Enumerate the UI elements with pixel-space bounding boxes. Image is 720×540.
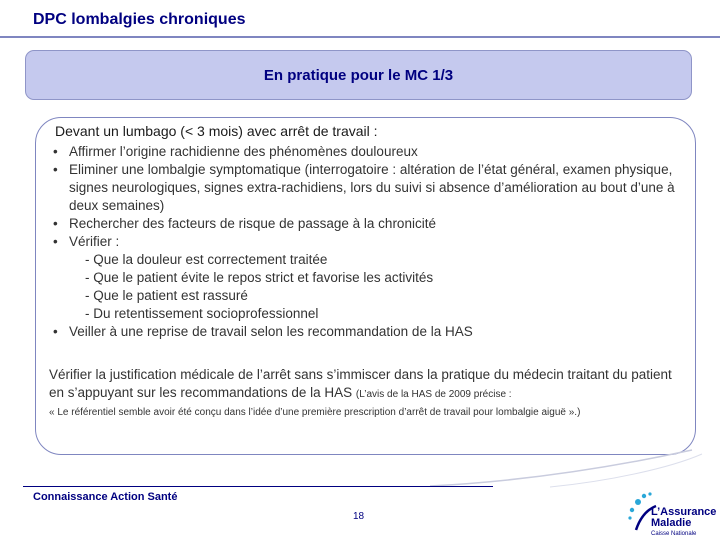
sub-bullet: - Du retentissement socioprofessionnel — [85, 306, 319, 321]
decorative-swoosh — [430, 448, 710, 488]
slide-title: DPC lombalgies chroniques — [33, 11, 246, 28]
bullet-text: Vérifier : — [69, 234, 120, 249]
sub-bullet: - Que la douleur est correctement traitée — [85, 252, 328, 267]
bullet-text: Eliminer une lombalgie symptomatique (interrogatoire : altération de l’état général, examen physique, signes neurologiques, signes extra-rachidiens, lors du suivi si absence d’amélioration au bout d’une à deux semaines) — [69, 162, 675, 213]
bullet-text: Veiller à une reprise de travail selon les recommandation de la HAS — [69, 324, 473, 339]
bullet-item — [53, 161, 683, 215]
footer-org-name: Connaissance Action Santé — [33, 491, 178, 503]
note-paragraph — [49, 366, 684, 420]
logo-line-1: L’Assurance — [651, 506, 717, 518]
note-source-b: « Le référentiel semble avoir été conçu dans l’idée d’une première prescription d’arrêt de travail pour lombalgie aiguë ».) — [49, 407, 581, 418]
sub-bullet: - Que le patient est rassuré — [85, 288, 248, 303]
bullet-item — [53, 143, 683, 161]
header-banner — [25, 50, 692, 100]
title-divider — [0, 36, 720, 38]
footer-divider — [23, 486, 493, 487]
header-text: En pratique pour le MC 1/3 — [263, 66, 454, 84]
sub-bullet: - Que le patient évite le repos strict et favorise les activités — [85, 270, 434, 285]
bullet-text: Affirmer l’origine rachidienne des phénomènes douloureux — [69, 144, 418, 159]
bullet-item — [53, 215, 683, 233]
note-source-a: (L’avis de la HAS de 2009 précise : — [355, 389, 512, 400]
note-main-text: Vérifier la justification médicale de l’arrêt sans s’immiscer dans la pratique du médecin traitant du patient en s’appuyant sur les recommandations de la HAS — [49, 367, 672, 400]
bullet-item — [53, 323, 683, 341]
assurance-maladie-logo — [626, 490, 718, 536]
intro-text: Devant un lumbago (< 3 mois) avec arrêt de travail : — [55, 123, 378, 139]
logo-line-3: Caisse Nationale — [651, 531, 697, 536]
page-number: 18 — [353, 511, 365, 522]
bullet-item — [53, 233, 683, 323]
bullet-text: Rechercher des facteurs de risque de passage à la chronicité — [69, 216, 436, 231]
logo-line-2: Maladie — [651, 517, 692, 529]
bullet-list — [53, 143, 683, 341]
